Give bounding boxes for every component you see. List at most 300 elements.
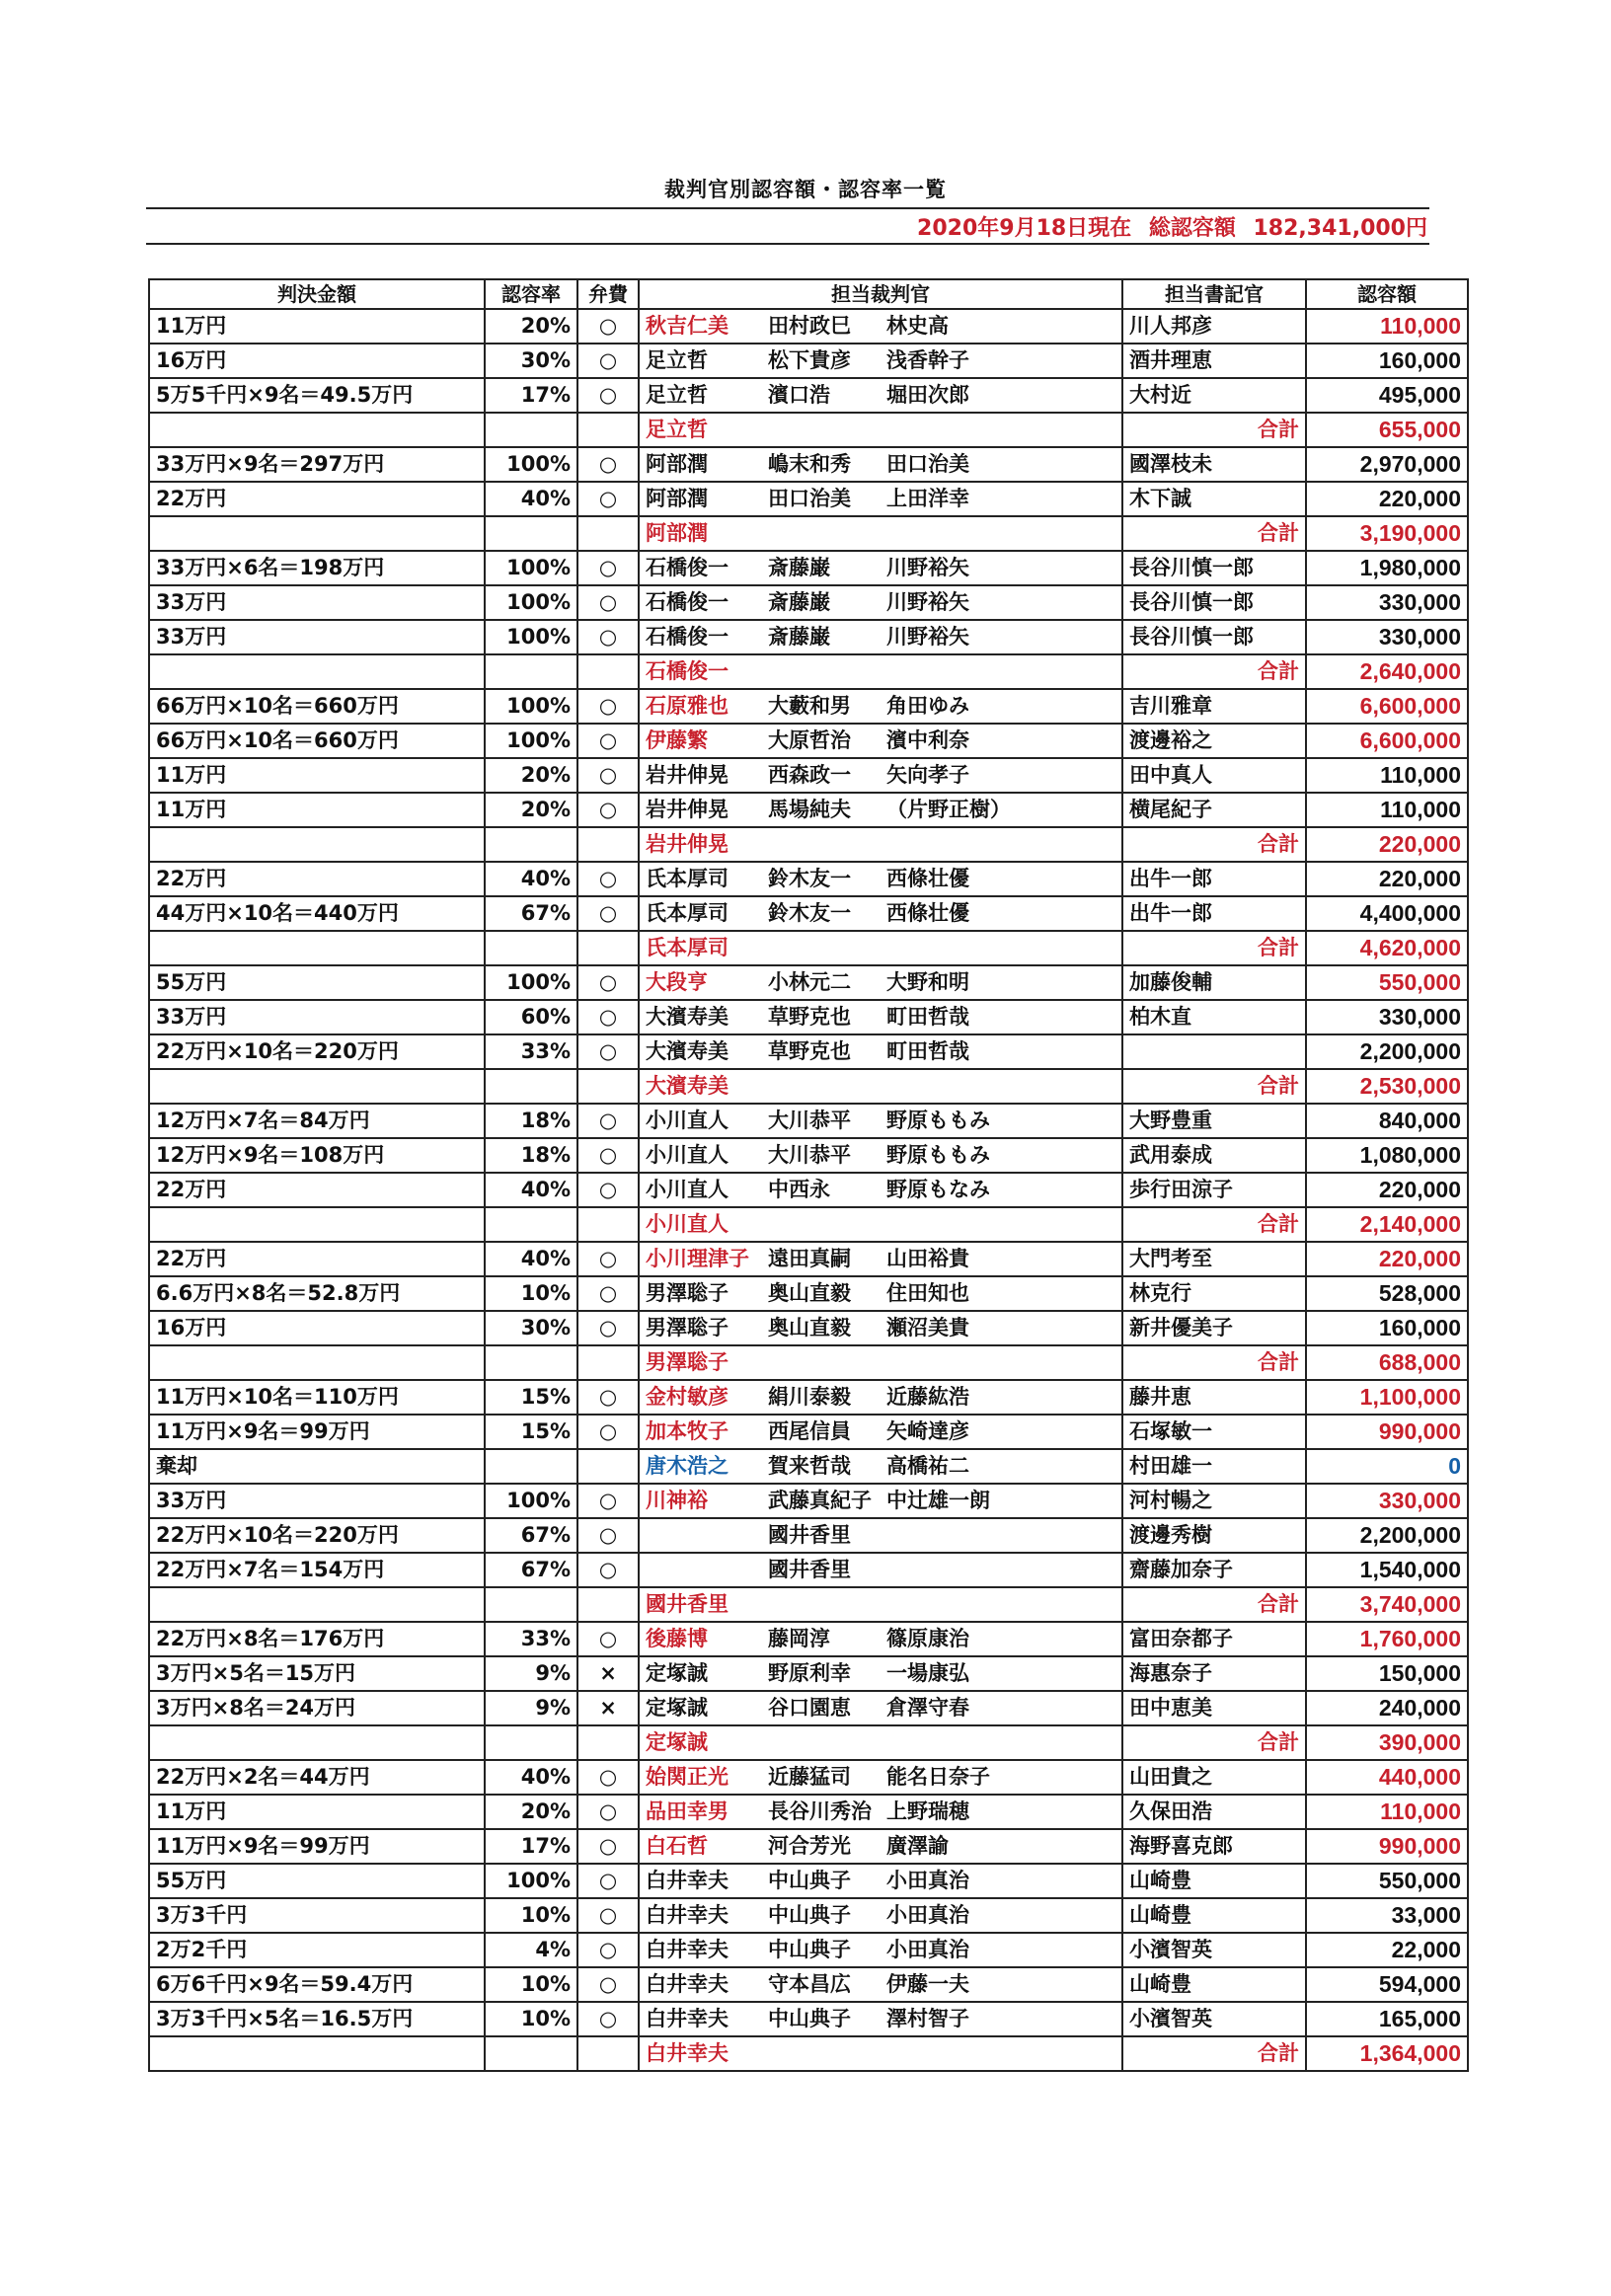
document-title: 裁判官別認容額・認容率一覧 <box>664 178 947 201</box>
subtotal-value: 655,000 <box>1306 413 1468 447</box>
award-value: 330,000 <box>1306 620 1468 654</box>
fee-cell <box>577 516 639 551</box>
amount-label-cell: 16万円 <box>149 1311 485 1345</box>
award-value: 1,540,000 <box>1306 1553 1468 1587</box>
subtotal-judges-cell <box>639 516 1122 551</box>
subtotal-judge-name: 足立哲 <box>646 418 708 441</box>
amount-label-cell: 6.6万円×8名＝52.8万円 <box>149 1276 485 1311</box>
judges-cell <box>639 896 1122 931</box>
subtotal-value: 1,364,000 <box>1306 2036 1468 2071</box>
judges-cell <box>639 1311 1122 1345</box>
subtotal-judges-cell <box>639 1069 1122 1104</box>
rate-cell: 40% <box>485 1760 577 1795</box>
judges-cell <box>639 1173 1122 1207</box>
fee-cell: ○ <box>577 724 639 758</box>
clerk-cell: 木下誠 <box>1122 482 1306 516</box>
judges-cell <box>639 1449 1122 1484</box>
header-judges: 担当裁判官 <box>639 279 1122 309</box>
subtotal-row <box>149 1345 1468 1380</box>
fee-cell: ○ <box>577 1760 639 1795</box>
amount-label-cell: 3万3千円 <box>149 1898 485 1933</box>
subtitle-rule <box>146 243 1429 245</box>
assistant-judge: 田口治美 <box>886 452 969 476</box>
judges-cell <box>639 965 1122 1000</box>
judges-cell <box>639 309 1122 344</box>
award-value: 495,000 <box>1306 378 1468 413</box>
subtotal-label: 合計 <box>1258 832 1299 856</box>
assistant-judge: 近藤紘浩 <box>886 1385 969 1409</box>
assistant-judge: 角田ゆみ <box>886 694 969 718</box>
rate-cell <box>485 516 577 551</box>
associate-judge: 中山典子 <box>768 1938 851 1961</box>
amount-label-cell <box>149 827 485 862</box>
fee-cell: ○ <box>577 1864 639 1898</box>
clerk-cell: 小濱智英 <box>1122 2002 1306 2036</box>
presiding-judge: 川神裕 <box>646 1489 708 1512</box>
assistant-judge: 浅香幹子 <box>886 348 969 372</box>
award-value: 220,000 <box>1306 862 1468 896</box>
clerk-cell: 山崎豊 <box>1122 1967 1306 2002</box>
table-row <box>149 1829 1468 1864</box>
presiding-judge: 定塚誠 <box>646 1696 708 1720</box>
subtotal-judge-name: 定塚誠 <box>646 1730 708 1754</box>
subtotal-clerk-cell <box>1122 2036 1306 2071</box>
award-value: 6,600,000 <box>1306 724 1468 758</box>
subtotal-judges-cell <box>639 1345 1122 1380</box>
clerk-cell: 大野豊重 <box>1122 1104 1306 1138</box>
table-row <box>149 1276 1468 1311</box>
table-row <box>149 620 1468 654</box>
fee-cell <box>577 1069 639 1104</box>
rate-cell <box>485 654 577 689</box>
subtotal-judges-cell <box>639 931 1122 965</box>
rate-cell: 100% <box>485 1864 577 1898</box>
table-row <box>149 585 1468 620</box>
clerk-cell: 武用泰成 <box>1122 1138 1306 1173</box>
fee-cell: ○ <box>577 447 639 482</box>
subtotal-label: 合計 <box>1258 1212 1299 1236</box>
subtotal-judges-cell <box>639 654 1122 689</box>
subtotal-value: 390,000 <box>1306 1725 1468 1760</box>
award-value: 1,980,000 <box>1306 551 1468 585</box>
assistant-judge: 中辻雄一朗 <box>886 1489 990 1512</box>
rate-cell: 100% <box>485 1484 577 1518</box>
rate-cell <box>485 413 577 447</box>
rate-cell: 30% <box>485 1311 577 1345</box>
rate-cell: 9% <box>485 1656 577 1691</box>
judges-cell <box>639 1933 1122 1967</box>
amount-label-cell <box>149 654 485 689</box>
table-row <box>149 758 1468 793</box>
judges-cell <box>639 378 1122 413</box>
amount-label-cell: 55万円 <box>149 965 485 1000</box>
rate-cell: 40% <box>485 862 577 896</box>
rate-cell: 10% <box>485 1276 577 1311</box>
header-clerk: 担当書記官 <box>1122 279 1306 309</box>
fee-cell: ○ <box>577 1380 639 1415</box>
table-row <box>149 965 1468 1000</box>
rate-cell: 33% <box>485 1622 577 1656</box>
amount-label-cell: 22万円×10名＝220万円 <box>149 1034 485 1069</box>
fee-cell <box>577 1207 639 1242</box>
presiding-judge: 足立哲 <box>646 348 708 372</box>
subtotal-judges-cell <box>639 1725 1122 1760</box>
rate-cell <box>485 1449 577 1484</box>
fee-cell: ○ <box>577 758 639 793</box>
table-row <box>149 862 1468 896</box>
clerk-cell: 藤井恵 <box>1122 1380 1306 1415</box>
rate-cell: 100% <box>485 724 577 758</box>
amount-label-cell: 11万円 <box>149 309 485 344</box>
clerk-cell: 山崎豊 <box>1122 1898 1306 1933</box>
subtotal-judges-cell <box>639 413 1122 447</box>
assistant-judge: 小田真治 <box>886 1938 969 1961</box>
subtotal-clerk-cell <box>1122 1587 1306 1622</box>
subtotal-label: 合計 <box>1258 936 1299 959</box>
subtotal-value: 2,140,000 <box>1306 1207 1468 1242</box>
clerk-cell: 新井優美子 <box>1122 1311 1306 1345</box>
rate-cell <box>485 1725 577 1760</box>
fee-cell <box>577 1449 639 1484</box>
header-award-amount: 認容額 <box>1306 279 1468 309</box>
assistant-judge: 伊藤一夫 <box>886 1972 969 1996</box>
table-row <box>149 1760 1468 1795</box>
rate-cell: 67% <box>485 896 577 931</box>
fee-cell: ○ <box>577 2002 639 2036</box>
associate-judge: 國井香里 <box>768 1558 851 1581</box>
rate-cell <box>485 1345 577 1380</box>
judges-cell <box>639 585 1122 620</box>
table-row <box>149 551 1468 585</box>
subtotal-judge-name: 白井幸夫 <box>646 2041 729 2065</box>
fee-cell: ○ <box>577 1553 639 1587</box>
table-row <box>149 1104 1468 1138</box>
associate-judge: 國井香里 <box>768 1523 851 1547</box>
presiding-judge: 阿部潤 <box>646 452 708 476</box>
subtotal-row <box>149 1207 1468 1242</box>
associate-judge: 武藤真紀子 <box>768 1489 872 1512</box>
as-of-total-line: 2020年9月18日現在 総認容額 182,341,000円 <box>917 216 1427 241</box>
amount-label-cell: 11万円×9名＝99万円 <box>149 1829 485 1864</box>
assistant-judge: 廣澤諭 <box>886 1834 949 1858</box>
amount-label-cell: 棄却 <box>149 1449 485 1484</box>
judges-cell <box>639 1034 1122 1069</box>
award-value: 1,080,000 <box>1306 1138 1468 1173</box>
assistant-judge: 西條壮優 <box>886 901 969 925</box>
presiding-judge: 伊藤繁 <box>646 728 708 752</box>
judge-award-table <box>148 278 1469 2072</box>
amount-label-cell <box>149 1207 485 1242</box>
associate-judge: 馬場純夫 <box>768 798 851 821</box>
fee-cell: ○ <box>577 551 639 585</box>
rate-cell: 40% <box>485 1242 577 1276</box>
amount-label-cell: 6万6千円×9名＝59.4万円 <box>149 1967 485 2002</box>
table-row <box>149 1484 1468 1518</box>
fee-cell: ○ <box>577 1034 639 1069</box>
table-row <box>149 1138 1468 1173</box>
rate-cell <box>485 931 577 965</box>
associate-judge: 近藤猛司 <box>768 1765 851 1789</box>
clerk-cell: 久保田浩 <box>1122 1795 1306 1829</box>
table-row <box>149 447 1468 482</box>
fee-cell <box>577 413 639 447</box>
subtotal-label: 合計 <box>1258 1592 1299 1616</box>
award-value: 6,600,000 <box>1306 689 1468 724</box>
subtotal-clerk-cell <box>1122 931 1306 965</box>
fee-cell: ○ <box>577 896 639 931</box>
fee-cell: ○ <box>577 1000 639 1034</box>
assistant-judge: 能名日奈子 <box>886 1765 990 1789</box>
award-value: 0 <box>1306 1449 1468 1484</box>
amount-label-cell: 11万円 <box>149 758 485 793</box>
assistant-judge: 矢崎達彦 <box>886 1419 969 1443</box>
rate-cell: 17% <box>485 1829 577 1864</box>
rate-cell: 10% <box>485 1967 577 2002</box>
assistant-judge: （片野正樹） <box>886 798 1011 821</box>
associate-judge: 嶋末和秀 <box>768 452 851 476</box>
subtotal-row <box>149 1069 1468 1104</box>
subtotal-label: 合計 <box>1258 659 1299 683</box>
associate-judge: 松下貴彦 <box>768 348 851 372</box>
rate-cell: 40% <box>485 482 577 516</box>
award-value: 2,200,000 <box>1306 1034 1468 1069</box>
subtotal-row <box>149 1725 1468 1760</box>
assistant-judge: 野原もなみ <box>886 1178 990 1201</box>
associate-judge: 谷口園恵 <box>768 1696 851 1720</box>
clerk-cell: 長谷川慎一郎 <box>1122 585 1306 620</box>
associate-judge: 斎藤巌 <box>768 556 830 579</box>
fee-cell: ○ <box>577 344 639 378</box>
rate-cell: 40% <box>485 1173 577 1207</box>
rate-cell <box>485 2036 577 2071</box>
fee-cell: ○ <box>577 1173 639 1207</box>
table-body <box>149 309 1468 2071</box>
presiding-judge: 小川理津子 <box>646 1247 749 1270</box>
fee-cell: ○ <box>577 1484 639 1518</box>
subtotal-value: 3,190,000 <box>1306 516 1468 551</box>
fee-cell: ○ <box>577 378 639 413</box>
award-value: 150,000 <box>1306 1656 1468 1691</box>
amount-label-cell: 12万円×9名＝108万円 <box>149 1138 485 1173</box>
table-row <box>149 896 1468 931</box>
award-value: 220,000 <box>1306 482 1468 516</box>
subtotal-row <box>149 2036 1468 2071</box>
assistant-judge: 町田哲哉 <box>886 1005 969 1029</box>
assistant-judge: 大野和明 <box>886 970 969 994</box>
judges-cell <box>639 1518 1122 1553</box>
judges-cell <box>639 689 1122 724</box>
judges-cell <box>639 447 1122 482</box>
clerk-cell: 富田奈都子 <box>1122 1622 1306 1656</box>
rate-cell: 67% <box>485 1553 577 1587</box>
judges-cell <box>639 1829 1122 1864</box>
award-value: 330,000 <box>1306 585 1468 620</box>
presiding-judge: 白井幸夫 <box>646 2007 729 2030</box>
fee-cell: ○ <box>577 1518 639 1553</box>
table-row <box>149 1415 1468 1449</box>
table-row <box>149 793 1468 827</box>
presiding-judge: 金村敏彦 <box>646 1385 729 1409</box>
fee-cell: × <box>577 1656 639 1691</box>
clerk-cell: 齋藤加奈子 <box>1122 1553 1306 1587</box>
award-value: 110,000 <box>1306 793 1468 827</box>
amount-label-cell: 5万5千円×9名＝49.5万円 <box>149 378 485 413</box>
subtotal-judge-name: 男澤聡子 <box>646 1350 729 1374</box>
judges-cell <box>639 1484 1122 1518</box>
assistant-judge: 小田真治 <box>886 1869 969 1892</box>
table-row <box>149 1449 1468 1484</box>
assistant-judge: 高橋祐二 <box>886 1454 969 1478</box>
subtotal-clerk-cell <box>1122 1725 1306 1760</box>
rate-cell: 100% <box>485 551 577 585</box>
subtotal-row <box>149 931 1468 965</box>
subtotal-clerk-cell <box>1122 1069 1306 1104</box>
fee-cell: ○ <box>577 620 639 654</box>
clerk-cell: 田中真人 <box>1122 758 1306 793</box>
rate-cell: 100% <box>485 585 577 620</box>
amount-label-cell: 2万2千円 <box>149 1933 485 1967</box>
presiding-judge: 白井幸夫 <box>646 1972 729 1996</box>
amount-label-cell <box>149 413 485 447</box>
amount-label-cell: 3万円×5名＝15万円 <box>149 1656 485 1691</box>
amount-label-cell: 33万円 <box>149 1484 485 1518</box>
fee-cell: ○ <box>577 1795 639 1829</box>
award-value: 22,000 <box>1306 1933 1468 1967</box>
table-row <box>149 1898 1468 1933</box>
associate-judge: 長谷川秀治 <box>768 1799 872 1823</box>
judges-cell <box>639 862 1122 896</box>
table-row <box>149 1967 1468 2002</box>
judges-cell <box>639 1104 1122 1138</box>
judges-cell <box>639 724 1122 758</box>
presiding-judge: 定塚誠 <box>646 1661 708 1685</box>
judges-cell <box>639 344 1122 378</box>
judges-cell <box>639 1656 1122 1691</box>
presiding-judge: 白石哲 <box>646 1834 708 1858</box>
clerk-cell: 海野喜克郎 <box>1122 1829 1306 1864</box>
clerk-cell: 長谷川慎一郎 <box>1122 551 1306 585</box>
fee-cell: ○ <box>577 1933 639 1967</box>
clerk-cell: 林克行 <box>1122 1276 1306 1311</box>
subtotal-judge-name: 阿部潤 <box>646 521 708 545</box>
judges-cell <box>639 1276 1122 1311</box>
fee-cell: ○ <box>577 585 639 620</box>
table-row <box>149 1034 1468 1069</box>
judges-cell <box>639 2002 1122 2036</box>
subtotal-row <box>149 516 1468 551</box>
subtotal-row <box>149 1587 1468 1622</box>
fee-cell: ○ <box>577 1242 639 1276</box>
associate-judge: 遠田真嗣 <box>768 1247 851 1270</box>
fee-cell <box>577 1725 639 1760</box>
subtotal-value: 688,000 <box>1306 1345 1468 1380</box>
clerk-cell: 山崎豊 <box>1122 1864 1306 1898</box>
presiding-judge: 小川直人 <box>646 1109 729 1132</box>
assistant-judge: 野原ももみ <box>886 1109 990 1132</box>
fee-cell: ○ <box>577 965 639 1000</box>
presiding-judge: 阿部潤 <box>646 487 708 510</box>
clerk-cell: 出牛一郎 <box>1122 862 1306 896</box>
amount-label-cell <box>149 1725 485 1760</box>
amount-label-cell <box>149 1345 485 1380</box>
associate-judge: 中山典子 <box>768 1903 851 1927</box>
subtotal-judge-name: 氏本厚司 <box>646 936 729 959</box>
presiding-judge: 石橋俊一 <box>646 556 729 579</box>
assistant-judge: 川野裕矢 <box>886 625 969 649</box>
assistant-judge: 瀬沼美貴 <box>886 1316 969 1339</box>
associate-judge: 大川恭平 <box>768 1143 851 1167</box>
assistant-judge: 山田裕貴 <box>886 1247 969 1270</box>
rate-cell: 17% <box>485 378 577 413</box>
judges-cell <box>639 1380 1122 1415</box>
clerk-cell: 河村暢之 <box>1122 1484 1306 1518</box>
amount-label-cell: 11万円 <box>149 1795 485 1829</box>
award-value: 160,000 <box>1306 1311 1468 1345</box>
presiding-judge: 後藤博 <box>646 1627 708 1650</box>
presiding-judge: 大段亨 <box>646 970 708 994</box>
presiding-judge: 氏本厚司 <box>646 901 729 925</box>
table-row <box>149 1311 1468 1345</box>
presiding-judge: 小川直人 <box>646 1143 729 1167</box>
clerk-cell: 田中恵美 <box>1122 1691 1306 1725</box>
assistant-judge: 小田真治 <box>886 1903 969 1927</box>
presiding-judge: 品田幸男 <box>646 1799 729 1823</box>
amount-label-cell: 12万円×7名＝84万円 <box>149 1104 485 1138</box>
judges-cell <box>639 1415 1122 1449</box>
fee-cell: × <box>577 1691 639 1725</box>
rate-cell: 10% <box>485 2002 577 2036</box>
judges-cell <box>639 482 1122 516</box>
clerk-cell: 出牛一郎 <box>1122 896 1306 931</box>
rate-cell: 20% <box>485 309 577 344</box>
award-value: 240,000 <box>1306 1691 1468 1725</box>
amount-label-cell: 55万円 <box>149 1864 485 1898</box>
subtotal-judges-cell <box>639 827 1122 862</box>
fee-cell: ○ <box>577 1104 639 1138</box>
associate-judge: 草野克也 <box>768 1039 851 1063</box>
rate-cell: 15% <box>485 1380 577 1415</box>
amount-label-cell: 22万円×2名＝44万円 <box>149 1760 485 1795</box>
fee-cell <box>577 827 639 862</box>
fee-cell <box>577 654 639 689</box>
assistant-judge: 川野裕矢 <box>886 590 969 614</box>
rate-cell: 60% <box>485 1000 577 1034</box>
clerk-cell: 加藤俊輔 <box>1122 965 1306 1000</box>
fee-cell: ○ <box>577 1829 639 1864</box>
table-row <box>149 378 1468 413</box>
subtotal-clerk-cell <box>1122 1207 1306 1242</box>
assistant-judge: 上田洋幸 <box>886 487 969 510</box>
subtotal-judges-cell <box>639 1587 1122 1622</box>
rate-cell <box>485 827 577 862</box>
judges-cell <box>639 1138 1122 1173</box>
amount-label-cell <box>149 1069 485 1104</box>
fee-cell: ○ <box>577 1276 639 1311</box>
judges-cell <box>639 1622 1122 1656</box>
associate-judge: 田村政巳 <box>768 314 851 338</box>
fee-cell: ○ <box>577 1898 639 1933</box>
associate-judge: 西森政一 <box>768 763 851 787</box>
rate-cell: 33% <box>485 1034 577 1069</box>
presiding-judge: 白井幸夫 <box>646 1938 729 1961</box>
subtotal-clerk-cell <box>1122 827 1306 862</box>
amount-label-cell: 22万円×7名＝154万円 <box>149 1553 485 1587</box>
clerk-cell: 柏木直 <box>1122 1000 1306 1034</box>
associate-judge: 斎藤巌 <box>768 625 830 649</box>
associate-judge: 藤岡淳 <box>768 1627 830 1650</box>
table-row <box>149 344 1468 378</box>
assistant-judge: 一場康弘 <box>886 1661 969 1685</box>
